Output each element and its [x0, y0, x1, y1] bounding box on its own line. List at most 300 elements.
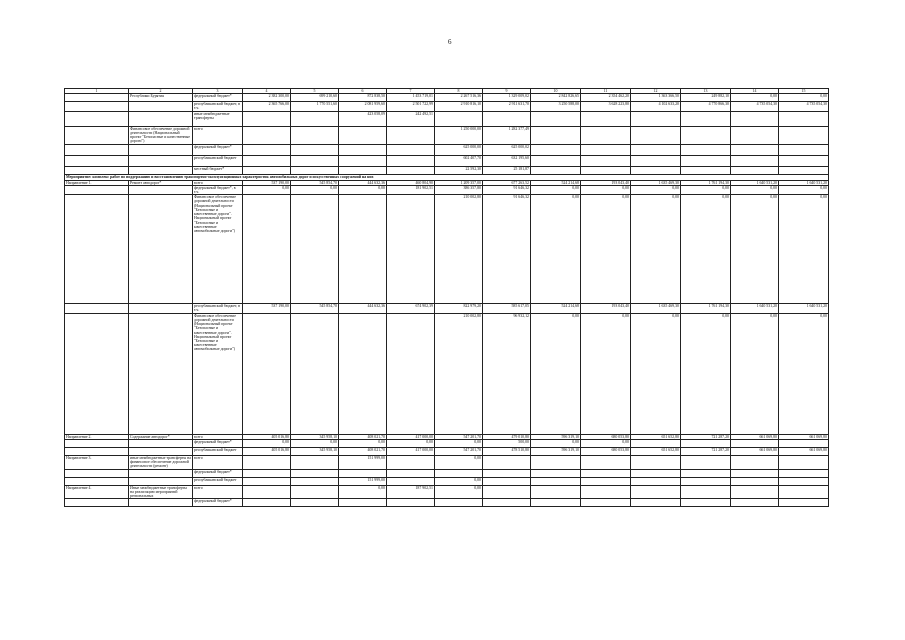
name-cell: Финансовое обеспечение дорожной деятельности (Национальный проект "Безопасные и качественные дороги")	[129, 126, 193, 144]
value-cell	[387, 499, 435, 507]
table-row	[65, 126, 829, 144]
value-cell: 210 002,80	[435, 313, 483, 434]
value-cell	[681, 477, 731, 485]
source-cell: федеральный бюджет*	[193, 144, 243, 155]
value-cell	[779, 455, 829, 469]
value-cell: 460 804,90	[387, 180, 435, 185]
value-cell	[779, 111, 829, 126]
value-cell	[631, 166, 681, 174]
value-cell: 0,00	[435, 455, 483, 469]
value-cell: 1 453 719,01	[387, 94, 435, 102]
value-cell: 1 640 531,20	[731, 180, 779, 185]
source-cell: Финансовое обеспечение дорожной деятельности (Национальный проект "Безопасные и качественные дороги". Национальный проект "Безопасные и качественные автомобильные дороги")	[193, 195, 243, 304]
name-cell	[129, 155, 193, 166]
header-cell: 3	[193, 89, 243, 94]
value-cell	[581, 469, 631, 477]
table-row	[65, 304, 829, 313]
direction-cell	[65, 439, 129, 447]
name-cell: Иные межбюджетные трансферты на реализацию мероприятий региональных	[129, 485, 193, 499]
table-body	[65, 89, 829, 507]
table-row	[65, 144, 829, 155]
value-cell: 0,00	[631, 313, 681, 434]
value-cell	[387, 126, 435, 144]
source-cell: федеральный бюджет*	[193, 439, 243, 447]
value-cell: 91 646,32	[483, 195, 531, 304]
source-cell: республиканский бюджет, в т.ч.	[193, 304, 243, 313]
direction-cell	[65, 102, 129, 111]
value-cell: 0,00	[731, 195, 779, 304]
value-cell	[483, 485, 531, 499]
value-cell: 345 958,10	[291, 434, 339, 439]
source-cell: всего	[193, 434, 243, 439]
value-cell: 0,00	[531, 313, 581, 434]
value-cell: 4 770 866,30	[681, 102, 731, 111]
value-cell	[631, 155, 681, 166]
value-cell: 4 735 054,30	[779, 102, 829, 111]
value-cell: 0,00	[339, 485, 387, 499]
name-cell	[129, 447, 193, 455]
name-cell: иные межбюджетные трансферты на финансовое обеспечение дорожной деятельности (ремонт)	[130, 455, 191, 469]
direction-cell	[65, 94, 129, 102]
source-cell: федеральный бюджет*	[193, 499, 243, 507]
value-cell: 1 209 357,00	[435, 180, 483, 185]
value-cell	[435, 499, 483, 507]
value-cell	[731, 485, 779, 499]
direction-cell	[65, 144, 129, 155]
value-cell	[731, 455, 779, 469]
value-cell: 674 902,39	[387, 304, 435, 313]
value-cell	[581, 166, 631, 174]
table-row	[65, 155, 829, 166]
source-cell: республиканский бюджет	[193, 155, 243, 166]
value-cell	[779, 485, 829, 499]
value-cell	[339, 144, 387, 155]
value-cell	[779, 144, 829, 155]
value-cell	[731, 469, 779, 477]
value-cell	[531, 144, 581, 155]
value-cell	[339, 499, 387, 507]
value-cell: 596 319,10	[531, 434, 581, 439]
value-cell: 699 210,60	[291, 94, 339, 102]
source-cell: Финансовое обеспечение дорожной деятельности (Национальный проект "Безопасные и качественные дороги". Национальный проект "Безопасные и качественные автомобильные дороги")	[193, 313, 243, 434]
header-cell: 14	[731, 89, 779, 94]
name-cell	[129, 499, 193, 507]
value-cell: 405 016,80	[243, 434, 291, 439]
value-cell	[531, 485, 581, 499]
value-cell: 3 628 223,80	[581, 102, 631, 111]
value-cell	[291, 469, 339, 477]
name-cell: Содержание автодорог*	[129, 434, 193, 439]
table-row	[65, 185, 829, 194]
value-cell: 547 201,70	[435, 447, 483, 455]
value-cell	[631, 144, 681, 155]
value-cell: 661 069,80	[731, 434, 779, 439]
value-cell	[779, 126, 829, 144]
direction-cell	[65, 195, 129, 304]
value-cell: 2 365 766,00	[243, 102, 291, 111]
value-cell: 2 081 959,60	[339, 102, 387, 111]
header-cell: 7	[387, 89, 435, 94]
value-cell	[631, 126, 681, 144]
source-cell: республиканский бюджет	[193, 447, 243, 455]
value-cell	[291, 155, 339, 166]
value-cell	[291, 499, 339, 507]
value-cell: 547 201,70	[435, 434, 483, 439]
value-cell: 1 640 531,20	[731, 304, 779, 313]
value-cell: 0,00	[631, 195, 681, 304]
value-cell: 0,00	[339, 439, 387, 447]
value-cell	[681, 126, 731, 144]
value-cell: 524 214,68	[531, 304, 581, 313]
value-cell: 651 652,80	[631, 434, 681, 439]
value-cell: 4 735 054,30	[731, 102, 779, 111]
value-cell	[681, 439, 731, 447]
value-cell: 345 958,10	[291, 447, 339, 455]
value-cell: 0,00	[779, 185, 829, 194]
value-cell	[531, 477, 581, 485]
value-cell	[243, 469, 291, 477]
value-cell	[387, 155, 435, 166]
direction-cell	[65, 447, 129, 455]
value-cell: 585 617,05	[483, 304, 531, 313]
value-cell: 651 652,80	[631, 447, 681, 455]
value-cell	[291, 126, 339, 144]
value-cell: 0,00	[531, 185, 581, 194]
value-cell: 444 632,36	[339, 180, 387, 185]
name-cell	[129, 102, 193, 111]
name-cell	[129, 185, 193, 194]
header-cell: 11	[581, 89, 631, 94]
value-cell: 0,00	[581, 439, 631, 447]
value-cell: 0,00	[681, 313, 731, 434]
value-cell	[581, 126, 631, 144]
value-cell: 872 838,50	[339, 94, 387, 102]
value-cell: 2 382 300,00	[243, 94, 291, 102]
value-cell	[483, 499, 531, 507]
value-cell: 0,00	[731, 185, 779, 194]
value-cell: 602 407,70	[435, 155, 483, 166]
direction-cell: Направление 3.	[65, 455, 129, 469]
table-row	[65, 455, 829, 469]
value-cell: 2 910 816,10	[435, 102, 483, 111]
value-cell	[681, 166, 731, 174]
value-cell: 596 319,10	[531, 447, 581, 455]
value-cell: 822 979,20	[435, 304, 483, 313]
value-cell	[291, 166, 339, 174]
value-cell	[531, 499, 581, 507]
direction-cell	[65, 469, 129, 477]
value-cell: 545 854,70	[291, 180, 339, 185]
name-cell	[129, 304, 193, 313]
value-cell	[483, 111, 531, 126]
source-cell: республиканский бюджет	[193, 477, 243, 485]
value-cell: 625 000,00	[435, 144, 483, 155]
table-row	[65, 166, 829, 174]
value-cell	[581, 499, 631, 507]
value-cell: 0,00	[731, 94, 779, 102]
value-cell: 151 999,00	[339, 455, 387, 469]
name-cell	[129, 313, 193, 434]
source-cell: федеральный бюджет*, в т.ч.	[193, 185, 243, 194]
source-cell: всего	[193, 126, 243, 144]
header-cell: 10	[531, 89, 581, 94]
header-cell: 4	[243, 89, 291, 94]
value-cell: 0,00	[531, 195, 581, 304]
value-cell	[339, 155, 387, 166]
header-cell: 2	[129, 89, 193, 94]
value-cell	[731, 166, 779, 174]
value-cell: 0,00	[387, 439, 435, 447]
value-cell	[243, 485, 291, 499]
value-cell: 181 902,51	[387, 185, 435, 194]
source-cell: всего	[193, 485, 243, 499]
name-cell	[129, 166, 193, 174]
direction-cell	[65, 155, 129, 166]
value-cell	[531, 469, 581, 477]
value-cell: 0,00	[581, 195, 631, 304]
value-cell: 0,00	[631, 185, 681, 194]
value-cell: 545 854,70	[291, 304, 339, 313]
section-title: Мероприятие: комплекс работ по поддержанию и восстановлению транспортно-эксплуатационных характеристик автомобильных дорог и искусственных сооружений на них	[65, 174, 829, 180]
value-cell: 0,00	[779, 313, 829, 434]
value-cell	[387, 144, 435, 155]
value-cell	[291, 485, 339, 499]
value-cell: 0,00	[243, 185, 291, 194]
table-row	[65, 447, 829, 455]
source-cell: местный бюджет*	[193, 166, 243, 174]
value-cell	[243, 455, 291, 469]
value-cell: 187 902,51	[387, 485, 435, 499]
value-cell: 1 640 531,20	[779, 304, 829, 313]
value-cell: 210 002,80	[435, 195, 483, 304]
value-cell	[291, 455, 339, 469]
value-cell	[243, 477, 291, 485]
value-cell	[681, 499, 731, 507]
value-cell: 1 282 377,49	[483, 126, 531, 144]
value-cell: 661 069,80	[779, 447, 829, 455]
value-cell	[581, 155, 631, 166]
value-cell	[531, 155, 581, 166]
value-cell: 25 181,87	[483, 166, 531, 174]
value-cell	[291, 111, 339, 126]
value-cell	[387, 313, 435, 434]
direction-cell: Направление 1.	[65, 180, 129, 185]
header-cell: 9	[483, 89, 531, 94]
value-cell	[339, 469, 387, 477]
direction-cell: Направление 2.	[65, 434, 129, 439]
source-cell: всего	[193, 455, 243, 469]
name-cell	[129, 477, 193, 485]
value-cell	[435, 469, 483, 477]
value-cell: 0,00	[681, 185, 731, 194]
value-cell: 2 911 631,70	[483, 102, 531, 111]
value-cell	[243, 126, 291, 144]
value-cell	[731, 439, 779, 447]
value-cell	[581, 455, 631, 469]
header-cell: 8	[435, 89, 483, 94]
value-cell	[681, 155, 731, 166]
direction-cell	[65, 111, 129, 126]
value-cell	[291, 195, 339, 304]
value-cell: 91 646,32	[483, 185, 531, 194]
value-cell: 405 016,80	[243, 447, 291, 455]
table-row	[65, 469, 829, 477]
value-cell: 96 932,12	[483, 313, 531, 434]
value-cell: 680 053,80	[581, 447, 631, 455]
value-cell	[387, 469, 435, 477]
table-row	[65, 499, 829, 507]
value-cell: 193 043,40	[581, 304, 631, 313]
value-cell	[631, 111, 681, 126]
value-cell: 408 021,70	[339, 447, 387, 455]
value-cell	[483, 469, 531, 477]
header-cell: 1	[65, 89, 129, 94]
source-cell: федеральный бюджет*	[193, 94, 243, 102]
value-cell	[581, 485, 631, 499]
value-cell	[483, 455, 531, 469]
value-cell	[731, 111, 779, 126]
value-cell: 2 842 826,65	[531, 94, 581, 102]
value-cell: 721 287,20	[681, 434, 731, 439]
name-cell	[129, 144, 193, 155]
value-cell: 479 010,80	[483, 434, 531, 439]
value-cell: 2 501 722,99	[387, 102, 435, 111]
value-cell	[243, 313, 291, 434]
value-cell: 151 999,00	[339, 477, 387, 485]
value-cell: 386 357,80	[435, 185, 483, 194]
value-cell: 0,00	[531, 439, 581, 447]
value-cell: 0,00	[291, 439, 339, 447]
value-cell	[681, 144, 731, 155]
value-cell	[731, 155, 779, 166]
value-cell	[339, 313, 387, 434]
table-row	[65, 111, 829, 126]
value-cell	[731, 126, 779, 144]
name-cell	[129, 111, 193, 126]
value-cell: 677 263,52	[483, 180, 531, 185]
value-cell: 0,00	[435, 477, 483, 485]
value-cell	[779, 477, 829, 485]
source-cell: иные межбюджетные трансферты	[193, 111, 243, 126]
value-cell	[291, 313, 339, 434]
value-cell	[387, 477, 435, 485]
value-cell	[243, 144, 291, 155]
value-cell	[387, 455, 435, 469]
name-cell	[129, 439, 193, 447]
value-cell	[531, 166, 581, 174]
name-cell: Республики Бурятия	[129, 94, 193, 102]
value-cell: 661 069,80	[731, 447, 779, 455]
value-cell	[339, 166, 387, 174]
value-cell	[779, 166, 829, 174]
value-cell	[681, 111, 731, 126]
direction-cell: Направление 4.	[65, 485, 129, 499]
value-cell	[631, 485, 681, 499]
direction-cell	[65, 166, 129, 174]
name-cell	[129, 195, 193, 304]
value-cell	[531, 111, 581, 126]
value-cell	[731, 499, 779, 507]
direction-cell	[65, 313, 129, 434]
header-cell: 5	[291, 89, 339, 94]
value-cell: 22 592,30	[435, 166, 483, 174]
value-cell	[483, 477, 531, 485]
value-cell: 1 363 366,50	[631, 94, 681, 102]
value-cell: 0,00	[779, 195, 829, 304]
value-cell	[731, 477, 779, 485]
value-cell: 1 761 194,30	[681, 180, 731, 185]
value-cell: 1 635 469,30	[631, 304, 681, 313]
value-cell: 2 267 516,36	[435, 94, 483, 102]
direction-cell	[65, 126, 129, 144]
value-cell: 537 190,00	[243, 180, 291, 185]
header-cell: 6	[339, 89, 387, 94]
value-cell: 0,00	[339, 185, 387, 194]
value-cell: 625 000,02	[483, 144, 531, 155]
value-cell	[243, 195, 291, 304]
value-cell: 661 069,80	[779, 434, 829, 439]
value-cell	[631, 477, 681, 485]
source-cell: республиканский бюджет, в т.ч.	[193, 102, 243, 111]
value-cell	[339, 126, 387, 144]
header-cell: 13	[681, 89, 731, 94]
value-cell: 0,00	[291, 185, 339, 194]
table-row	[65, 439, 829, 447]
value-cell	[681, 455, 731, 469]
value-cell: 0,00	[435, 439, 483, 447]
value-cell	[339, 195, 387, 304]
direction-cell	[65, 477, 129, 485]
table-row	[65, 195, 829, 304]
value-cell	[243, 166, 291, 174]
value-cell: 0,00	[779, 94, 829, 102]
table-row	[65, 485, 829, 499]
value-cell	[581, 144, 631, 155]
value-cell	[779, 499, 829, 507]
value-cell: 0,00	[243, 439, 291, 447]
page-number: 6	[448, 38, 452, 46]
value-cell: 524 214,68	[531, 180, 581, 185]
table-row	[65, 477, 829, 485]
value-cell: 1 640 531,20	[779, 180, 829, 185]
value-cell	[581, 477, 631, 485]
value-cell: 478 510,80	[483, 447, 531, 455]
name-cell: Ремонт автодорог*	[129, 180, 193, 185]
value-cell: 1 770 551,60	[291, 102, 339, 111]
value-cell	[631, 439, 681, 447]
value-cell	[731, 144, 779, 155]
header-cell: 12	[631, 89, 681, 94]
value-cell	[243, 155, 291, 166]
direction-cell	[65, 185, 129, 194]
value-cell: 0,00	[681, 195, 731, 304]
value-cell: 249 882,10	[681, 94, 731, 102]
value-cell: 1 761 194,30	[681, 304, 731, 313]
value-cell: 0,00	[581, 185, 631, 194]
value-cell	[779, 469, 829, 477]
value-cell: 417 000,00	[387, 447, 435, 455]
table-row	[65, 102, 829, 111]
value-cell: 242 492,51	[387, 111, 435, 126]
source-cell: федеральный бюджет*	[193, 469, 243, 477]
value-cell	[779, 155, 829, 166]
value-cell: 2 354 462,20	[581, 94, 631, 102]
value-cell: 1 329 009,02	[483, 94, 531, 102]
table-row	[65, 94, 829, 102]
value-cell	[581, 111, 631, 126]
value-cell	[387, 166, 435, 174]
value-cell	[631, 455, 681, 469]
